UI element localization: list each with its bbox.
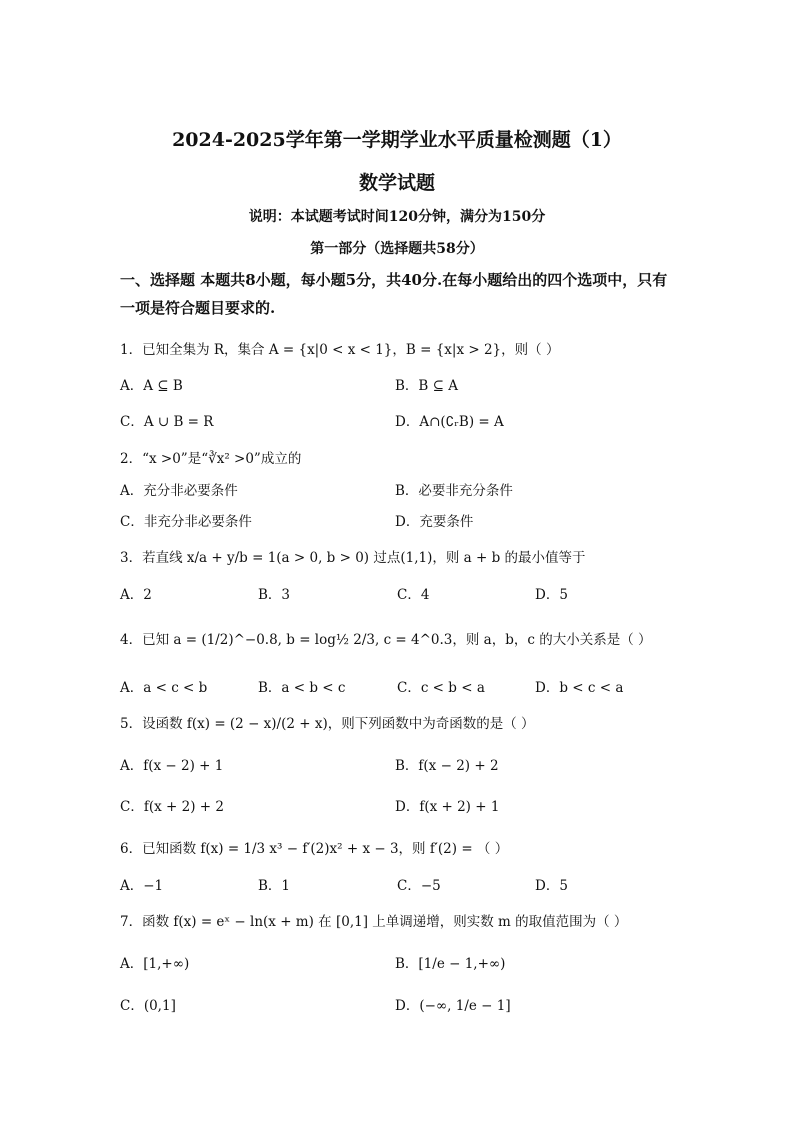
question-1-stem: 1．已知全集为 R，集合 A = {x|0 < x < 1}，B = {x|x > 2}，则（ ）: [120, 342, 560, 358]
question-5-option-a: A．f(x − 2) + 1: [120, 758, 224, 774]
question-4-stem: 4．已知 a = (1/2)^−0.8, b = log½ 2/3, c = 4^0.3，则 a，b，c 的大小关系是（ ）: [120, 632, 652, 648]
question-1-option-d: D．A∩(∁ᵣB) = A: [395, 414, 504, 430]
question-3-option-c: C．4: [397, 587, 430, 603]
question-3-option-d: D．5: [535, 587, 568, 603]
question-7-option-d: D．(−∞, 1/e − 1]: [395, 998, 511, 1014]
question-5-stem: 5．设函数 f(x) = (2 − x)/(2 + x)，则下列函数中为奇函数的是（ ）: [120, 716, 535, 732]
question-2-option-d: D．充要条件: [395, 514, 474, 530]
question-6-option-c: C．−5: [397, 878, 441, 894]
question-6-option-a: A．−1: [120, 878, 164, 894]
question-3-option-b: B．3: [258, 587, 291, 603]
question-2-stem: 2．“x >0”是“∛x² >0”成立的: [120, 451, 302, 467]
question-1-option-b: B．B ⊆ A: [395, 378, 458, 394]
question-6-option-b: B．1: [258, 878, 291, 894]
question-1-option-c: C．A ∪ B = R: [120, 414, 214, 430]
question-5-option-c: C．f(x + 2) + 2: [120, 799, 224, 815]
question-7-option-a: A．[1,+∞): [120, 956, 190, 972]
question-4-option-c: C．c < b < a: [397, 680, 485, 696]
question-7-option-c: C．(0,1]: [120, 998, 176, 1014]
exam-title: 2024-2025学年第一学期学业水平质量检测题（1）: [172, 129, 622, 151]
question-6-stem: 6．已知函数 f(x) = 1/3 x³ − f′(2)x² + x − 3，则 f′(2) = （ ）: [120, 841, 509, 857]
question-1-option-a: A．A ⊆ B: [120, 378, 183, 394]
question-4-option-b: B．a < b < c: [258, 680, 346, 696]
subject-title: 数学试题: [358, 172, 435, 194]
question-7-stem: 7．函数 f(x) = eˣ − ln(x + m) 在 [0,1] 上单调递增，则实数 m 的取值范围为（ ）: [120, 914, 628, 930]
question-5-option-b: B．f(x − 2) + 2: [395, 758, 499, 774]
question-7-option-b: B．[1/e − 1,+∞): [395, 956, 506, 972]
question-4-option-d: D．b < c < a: [535, 680, 624, 696]
part-title: 第一部分（选择题共58分）: [310, 241, 484, 257]
question-3-option-a: A．2: [120, 587, 152, 603]
question-4-option-a: A．a < c < b: [120, 680, 208, 696]
question-3-stem: 3．若直线 x/a + y/b = 1(a > 0, b > 0) 过点(1,1)，则 a + b 的最小值等于: [120, 550, 586, 566]
exam-note: 说明：本试题考试时间120分钟，满分为150分: [248, 209, 546, 225]
question-6-option-d: D．5: [535, 878, 568, 894]
question-2-option-b: B．必要非充分条件: [395, 483, 513, 499]
question-2-option-a: A．充分非必要条件: [120, 483, 238, 499]
question-5-option-d: D．f(x + 2) + 1: [395, 799, 500, 815]
question-2-option-c: C．非充分非必要条件: [120, 514, 252, 530]
section-heading: 一、选择题 本题共8小题，每小题5分，共40分.在每小题给出的四个选项中，只有一项是符合题目要求的.: [120, 271, 668, 317]
